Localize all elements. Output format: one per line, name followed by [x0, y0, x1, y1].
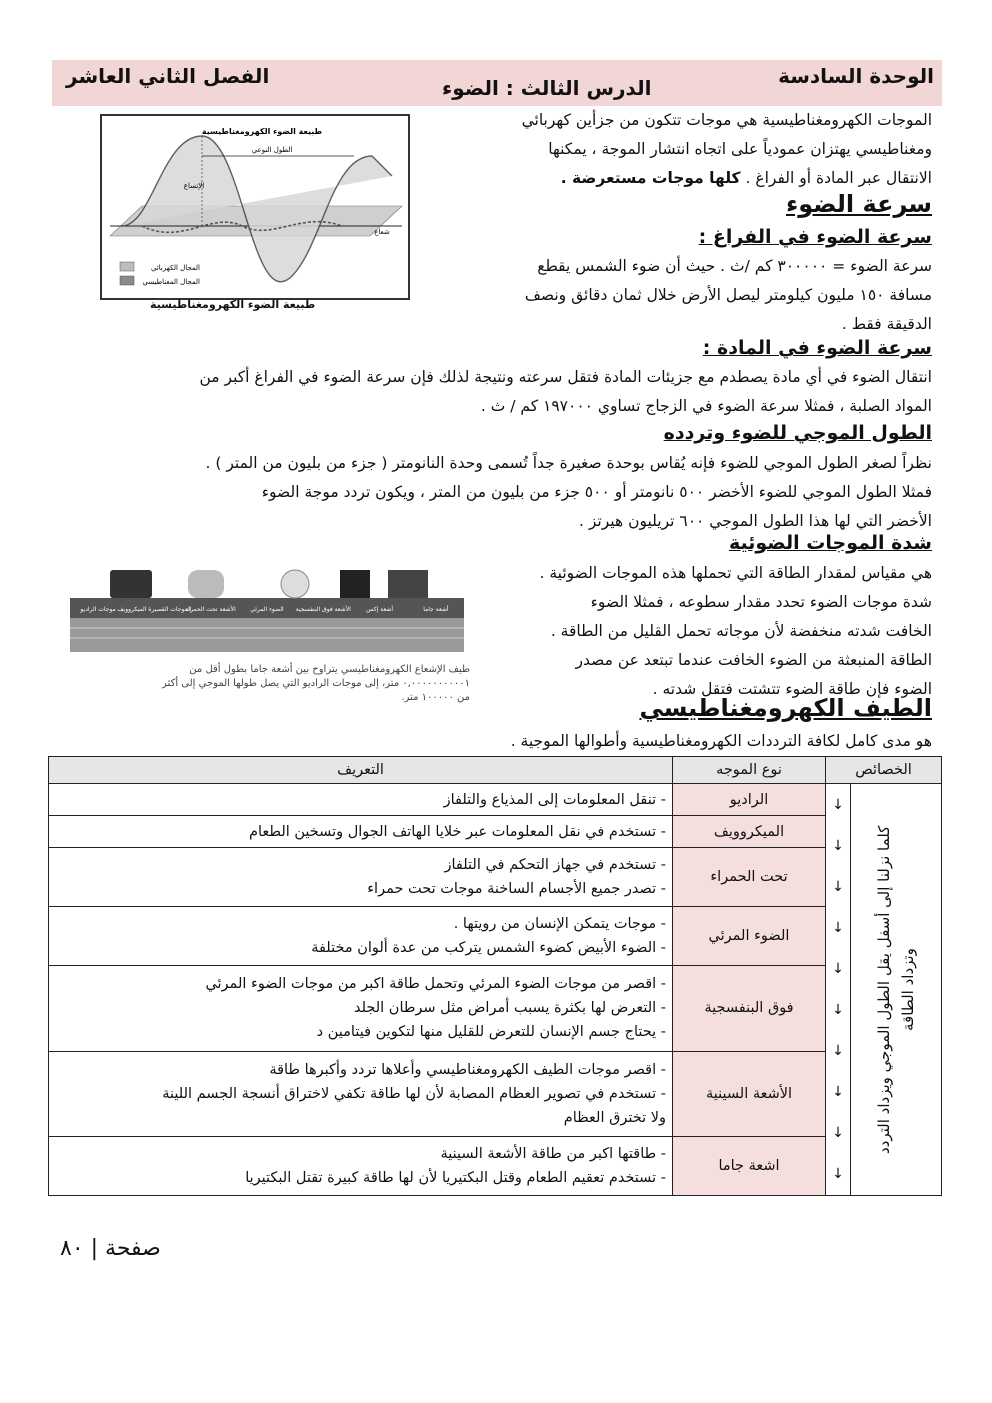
intro-line: الموجات الكهرومغناطيسية هي موجات تتكون من جزأين كهربائي: [521, 111, 932, 129]
wave-definition-cell: [49, 784, 673, 816]
matter-line: انتقال الضوء في أي مادة يصطدم مع جزيئات المادة فتقل سرعته ونتيجة لذلك فإن سرعة الضوء في الفراغ أكبر من: [199, 368, 932, 386]
spectrum-band-label: الموجات القصيرة الميكروويف: [117, 606, 192, 613]
down-arrow-icon: ↓: [832, 1043, 844, 1059]
definition-line: - موجات يتمكن الإنسان من رويتها .: [453, 916, 666, 933]
intensity-line: الخافت شدته منخفضة لأن موجاته تحمل القليل من الطاقة .: [550, 622, 932, 640]
down-arrow-icon: ↓: [832, 838, 844, 854]
xray-hand-picture: [340, 570, 370, 598]
wave-definition-cell: [49, 966, 673, 1052]
unit-title: الوحدة السادسة: [778, 64, 934, 88]
wavelength-line: فمثلا الطول الموجي للضوء الأخضر ٥٠٠ نانومتر أو ٥٠٠ جزء من بليون من المتر ، ويكون تردد موجة الضوء: [261, 483, 932, 501]
spectrum-heading: الطيف الكهرومغناطيسي: [639, 694, 932, 722]
wave-definition-cell: [49, 848, 673, 907]
intensity-heading: شدة الموجات الضوئية: [728, 532, 932, 554]
down-arrow-icon: ↓: [832, 961, 844, 977]
matter-paragraph: [72, 363, 932, 421]
intro-line: ومغناطيسي يهتزان عمودياً على اتجاه انتشار الموجة ، يمكنها: [548, 140, 932, 158]
wave-type-cell: الراديو: [673, 784, 826, 816]
wavelength-label: الطول النوعي: [251, 146, 293, 154]
antenna-picture: [188, 570, 224, 598]
down-arrow-icon: ↓: [832, 1002, 844, 1018]
intensity-line: الضوء فإن طاقة الضوء تتشتت فتقل شدته .: [652, 680, 932, 698]
wave-type-cell: اشعة جاما: [673, 1137, 826, 1196]
definition-line: - يحتاج جسم الإنسان للتعرض للقليل منها لتكوين فيتامين د: [316, 1024, 666, 1041]
col-features: الخصائص: [826, 757, 942, 784]
grade-title: الفصل الثاني العاشر: [66, 64, 270, 88]
arrow-column: [826, 784, 851, 1196]
down-arrow-icon: ↓: [832, 1166, 844, 1182]
em-figure-title: طبيعة الضوء الكهرومغناطيسية: [201, 127, 323, 136]
vacuum-heading: سرعة الضوء في الفراغ :: [698, 226, 932, 248]
spectrum-figure: [70, 566, 464, 660]
spectrum-caption: [80, 663, 470, 705]
amplitude-label: الإتساع: [183, 182, 205, 190]
spectrum-band-label: الضوء المرئي: [250, 606, 284, 613]
definition-line: - تنقل المعلومات إلى المذياع والتلفاز: [443, 791, 666, 808]
em-wave-figure: [100, 114, 410, 300]
side-line: كلما نزلنا إلى أسفل يقل الطول الموجي ويزداد التردد: [875, 825, 893, 1154]
wave-type-cell: الميكروويف: [673, 816, 826, 848]
wavelength-paragraph: [62, 449, 932, 536]
definition-line: - تستخدم تعقيم الطعام وقتل البكتيريا لأن لها طاقة كبيرة تقتل البكتيريا: [245, 1170, 666, 1187]
wave-type-cell: فوق البنفسجية: [673, 966, 826, 1052]
wave-type-cell: الأشعة السينية: [673, 1051, 826, 1137]
page-footer: [60, 1236, 161, 1261]
vacuum-line: مسافة ١٥٠ مليون كيلومتر ليصل الأرض خلال ثمان دقائق ونصف: [524, 286, 932, 304]
definition-line: - اقصر موجات الطيف الكهرومغناطيسي وأعلاها تردد وأكبرها طاقة: [269, 1061, 666, 1078]
intensity-paragraph: [472, 559, 932, 704]
matter-line: المواد الصلبة ، فمثلا سرعة الضوء في الزجاج تساوي ١٩٧٠٠٠ كم / ث .: [480, 397, 932, 415]
legend-magnetic-swatch: [120, 276, 134, 285]
intro-paragraph: [442, 106, 932, 193]
legend-electric: المجال الكهربائي: [151, 264, 200, 272]
table-header-row: [49, 757, 942, 784]
table-row: [49, 966, 942, 1052]
definition-line: - تستخدم في تصوير العظام المصابة لأن لها طاقة تكفي لاختراق أنسجة الجسم اللينة: [162, 1085, 666, 1102]
table-row: [49, 907, 942, 966]
page-separator: |: [83, 1236, 99, 1261]
wave-definition-cell: [49, 1137, 673, 1196]
lesson-title: الدرس الثالث : الضوء: [442, 76, 652, 100]
intro-line: [442, 164, 932, 193]
spectrum-band-label: موجات الراديو: [80, 606, 116, 613]
bulb-picture: [281, 570, 309, 598]
spectrum-caption-line: من ١٠٠٠٠٠ متر.: [401, 692, 470, 703]
spectrum-caption-line: طيف الإشعاع الكهرومغناطيسي يتراوح بين أشعة جاما بطول أقل من: [189, 664, 470, 675]
intro-text: الانتقال عبر المادة أو الفراغ .: [745, 169, 932, 187]
spectrum-band-label: أشعة جاما: [423, 606, 449, 613]
em-spectrum-table: [48, 756, 942, 1196]
page-number: ٨٠: [60, 1236, 84, 1261]
definition-line: - اقصر من موجات الضوء المرئي وتحمل طاقة اكبر من موجات الضوء المرئي: [205, 976, 666, 993]
down-arrow-icon: ↓: [832, 1125, 844, 1141]
side-line: وتزداد الطاقة: [899, 948, 917, 1031]
col-definition: التعريف: [49, 757, 673, 784]
col-type: نوع الموجه: [673, 757, 826, 784]
speed-heading: سرعة الضوء: [785, 190, 932, 218]
down-arrow-icon: ↓: [832, 920, 844, 936]
vacuum-line: الدقيقة فقط .: [841, 315, 932, 333]
wavelength-line: الأخضر التي لها هذا الطول الموجي ٦٠٠ تريليون هيرتز .: [579, 512, 932, 530]
wave-definition-cell: [49, 907, 673, 966]
table-row: [49, 1137, 942, 1196]
table-row: [49, 1051, 942, 1137]
intro-bold: كلها موجات مستعرضة .: [560, 169, 741, 187]
table-row: [49, 816, 942, 848]
down-arrow-icon: ↓: [832, 1084, 844, 1100]
spectrum-svg: [70, 566, 464, 660]
down-arrow-icon: ↓: [832, 797, 844, 813]
definition-line: - التعرض لها بكثرة يسبب أمراض مثل سرطان الجلد: [353, 1000, 666, 1017]
table-row: [49, 784, 942, 816]
wave-type-cell: الضوء المرئي: [673, 907, 826, 966]
intensity-line: هي مقياس لمقدار الطاقة التي تحملها هذه الموجات الضوئية .: [539, 564, 932, 582]
definition-line: - تستخدم في جهاز التحكم في التلفاز: [444, 857, 666, 874]
intensity-line: شدة موجات الضوء تحدد مقدار سطوعه ، فمثلا الضوء: [590, 593, 932, 611]
down-arrow-icon: ↓: [832, 879, 844, 895]
wave-definition-cell: [49, 816, 673, 848]
spectrum-band-label: الأشعة تحت الحمراء: [185, 606, 236, 613]
wave-definition-cell: [49, 1051, 673, 1137]
em-wave-svg: [102, 116, 408, 298]
em-figure-caption: طبيعة الضوء الكهرومغناطيسية: [150, 298, 316, 311]
definition-line: ولا تخترق العظام: [563, 1109, 666, 1126]
wave-type-cell: تحت الحمراء: [673, 848, 826, 907]
table-row: [49, 848, 942, 907]
wavelength-line: نظراً لصغر الطول الموجي للضوء فإنه يُقاس بوحدة صغيرة جداً تُسمى وحدة النانومتر ( جزء من بليون من المتر ) .: [205, 454, 932, 472]
intensity-line: الطاقة المنبعثة من الضوء الخافت عندما تبتعد عن مصدر: [575, 651, 932, 669]
page-label: صفحة: [105, 1236, 161, 1261]
spectrum-desc: هو مدى كامل لكافة الترددات الكهرومغناطيسية وأطوالها الموجية .: [510, 732, 932, 750]
ray-label: شعاع: [374, 228, 390, 236]
vacuum-line: سرعة الضوء = ٣٠٠٠٠٠ كم /ث . حيث أن ضوء الشمس يقطع: [537, 257, 932, 275]
definition-line: - الضوء الأبيض كضوء الشمس يتركب من عدة ألوان مختلفة: [311, 940, 666, 957]
radio-picture: [110, 570, 152, 598]
page-header: [52, 60, 942, 106]
legend-electric-swatch: [120, 262, 134, 271]
definition-line: - تصدر جميع الأجسام الساخنة موجات تحت حمراء: [367, 881, 666, 898]
features-side-text: [851, 784, 942, 1196]
definition-line: - طاقتها اكبر من طاقة الأشعة السينية: [440, 1146, 666, 1163]
definition-line: - تستخدم في نقل المعلومات عبر خلايا الهاتف الجوال وتسخين الطعام: [249, 823, 666, 840]
spectrum-caption-line: ٠,٠٠٠٠٠٠٠٠٠٠١ متر، إلى موجات الراديو التي يصل طولها الموجي إلى أكثر: [162, 678, 470, 689]
legend-magnetic: المجال المغناطيسي: [142, 278, 200, 286]
spectrum-band-label: أشعة إكس: [366, 606, 394, 613]
matter-heading: سرعة الضوء في المادة :: [702, 337, 932, 359]
vacuum-paragraph: [442, 252, 932, 339]
wavelength-heading: الطول الموجي للضوء وتردده: [663, 422, 932, 444]
spectrum-scale: [70, 618, 464, 652]
gamma-picture: [388, 570, 428, 598]
spectrum-band-label: الأشعة فوق البنفسجية: [295, 606, 351, 613]
